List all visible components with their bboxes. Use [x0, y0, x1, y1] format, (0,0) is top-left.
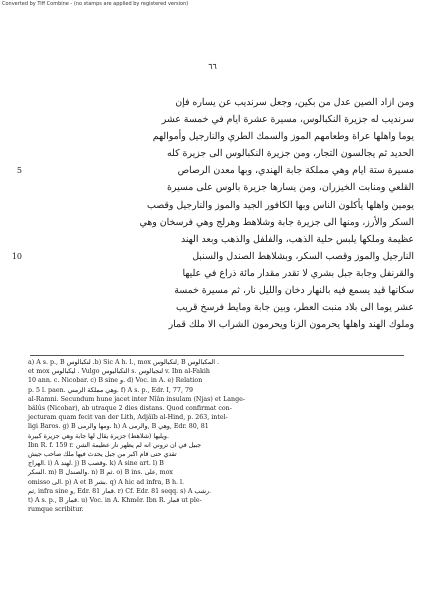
line-number-marker: 10: [11, 251, 22, 261]
note-line: al-Ramni. Secundum hune jacet inter Nîân insulam (Njas) et Lange-: [28, 395, 245, 403]
arabic-line: [40, 231, 414, 248]
note-line: rumque scribitur.: [28, 506, 84, 514]
note-line: الهراج. i) A لهند. j) B وقصب. k) A sine art. l) B: [28, 460, 164, 468]
arabic-line: [40, 111, 414, 128]
arabic-line: [40, 316, 414, 333]
note-line: Ibn R. f. 159 r. جبيل في ان تروني انه لم يظهر نار عظيمة الشن: [28, 441, 202, 449]
arabic-main-text: [11, 94, 414, 333]
note-line: a) A s. p., B لنكبالوس .b) Sic A h. l., mox لنكبالوس, B المكبالوس .: [28, 359, 220, 366]
arabic-line: [40, 145, 414, 162]
arabic-line: [40, 128, 414, 145]
note-line: 10 ann. c. Nicobar. c) B sine و. d) Voc. in A. e) Relation: [28, 377, 203, 385]
arabic-line-text: عظيمة وملكها يلبس حلية الذهب، والفلفل والذهب وبعد الهند: [180, 233, 414, 245]
arabic-line-text: ومن ازاد الصين عدل من بكين، وجعل سرنديب عن يساره فإن: [175, 97, 414, 108]
note-line: omisso الى. p) A et B بشر. q) A hic ad infra, B h. l.: [28, 478, 185, 486]
note-line: p. 5 l. paen. وهي مملكة الرمني. f) A s. p., Edr. I, 77, 79: [28, 386, 193, 394]
arabic-line-text: يومين واهلها يأكلون الناس وبها الكافور الجيد والموز والنارجيل وقصب: [147, 199, 414, 211]
arabic-line-text: السكر والأرز، ومنها الى جزيرة جابة وشلاهط وهرلج وهي فرسخان وهي: [139, 216, 414, 228]
arabic-line: [40, 299, 414, 316]
note-line: bâlûs (Nicobar), ab utraque 2 dies distans. Quod confirmat con-: [28, 405, 232, 413]
line-number-marker: 5: [16, 166, 22, 176]
note-line: تقدي حتى قام اكبر من جبل يحدث فيها ملك صاحب جيش: [28, 451, 177, 459]
arabic-line-text: يوما واهلها عراة وطعامهم الموز والسمك الطري والنارجيل وأموالهم: [152, 131, 414, 143]
arabic-line-text: والقرنفل وجابة جبل بشري لا تقدر مقدار مائة ذراع في عليها: [182, 267, 414, 279]
note-line: ثم, infra sine و, Edr. 81 قمار. r) Cf. Edr. 81 seqq. s) A رشب.: [28, 487, 211, 495]
arabic-line: [40, 265, 414, 282]
arabic-line: [40, 179, 414, 196]
scan-banner: Converted by Tiff Combine - (no stamps are applied by registered version): [2, 1, 189, 7]
arabic-line-text: سكانها قيد يسمع فيه بالنهار دخان والليل نار، ثم مسيرة خمسة: [174, 285, 414, 297]
arabic-line: [11, 248, 414, 265]
note-line: ligi Baros. g) B ومها والرمى. h) A والرمى, B وهي, Edr. 80, 81: [28, 423, 209, 431]
critical-apparatus: [28, 358, 406, 514]
page-number: ٦٦: [208, 62, 217, 71]
arabic-line-text: الحديد ثم يجالسون التجار، ومن جزيرة النكبالوس الى جزيرة كله: [166, 148, 414, 160]
note-line: t) A s. p., B قمار. u) Voc. in A. Khmêr. Ibn R. قمار ut ple-: [28, 497, 202, 505]
arabic-line-text: مسيرة ستة ايام وهي مملكة جابة الهندي، وبها معدن الرصاص: [177, 165, 414, 177]
arabic-line: [40, 214, 414, 231]
arabic-line-text: سرنديب له جزيرة النكبالوس، مسيرة عشرة ايام في خمسة عشر: [161, 114, 414, 126]
arabic-line-text: النارجيل والموز وقصب السكر، وبشلاهط الصندل والسنبل: [192, 250, 414, 262]
footnote-divider: [30, 355, 404, 356]
note-line: et mox ليكبالوس . Vulgo النكباليوس s. لنجبالوس v. Ibn al-Fakih: [28, 368, 210, 376]
note-line: jecturam quam fecit van der Lith, Adjâïb al-Hind, p. 263, intel-: [28, 414, 228, 422]
arabic-line: [16, 162, 414, 179]
arabic-line: [40, 197, 414, 214]
arabic-line: [40, 94, 414, 111]
note-line: ويليها (شلاهط) جزيرة يقال لها جابة وهي جزيرة كبيرة.: [28, 432, 169, 440]
note-line: السكر. m) B والصندل. n) B ثم. o) B ins. على, mox: [28, 469, 173, 477]
arabic-line-text: وملوك الهند واهلها يحرمون الزنا ويحرمون الشراب الا ملك قمار: [168, 319, 414, 331]
arabic-line-text: القلعي ومنابت الخيزران، ومن يسارها جزيرة بالوس على مسيرة: [166, 182, 414, 194]
arabic-line: [40, 282, 414, 299]
arabic-line-text: عشر يوما الى بلاد منبت العطر، وبين جابة ومايط فرسخ قريب: [175, 302, 414, 314]
